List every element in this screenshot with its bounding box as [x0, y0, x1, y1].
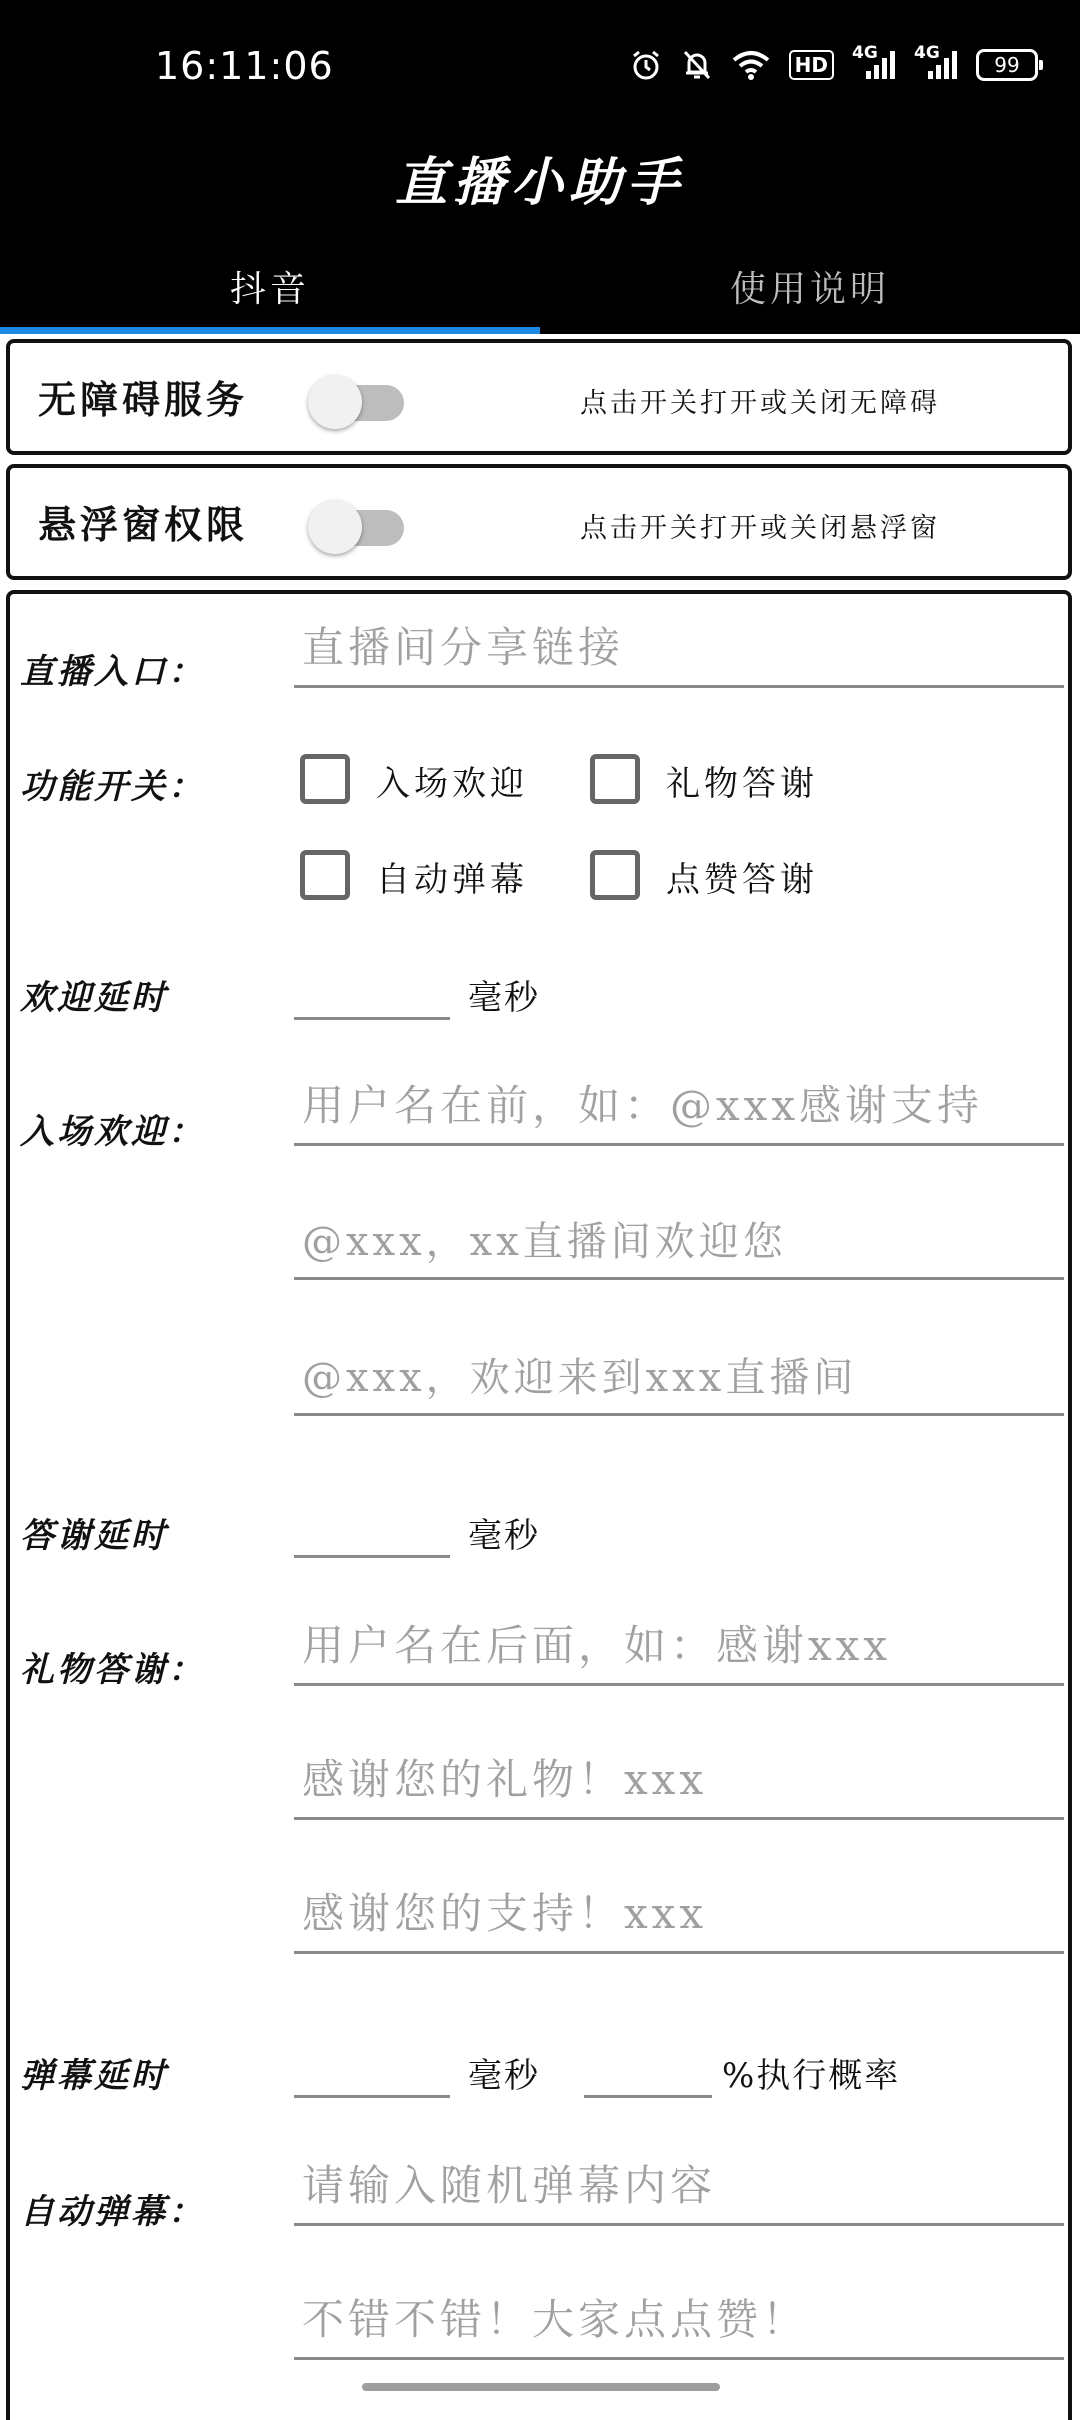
signal-4g-icon-1: 4G	[852, 49, 896, 81]
battery-icon: 99	[976, 49, 1038, 81]
thanks-delay-label: 答谢延时	[20, 1516, 168, 1556]
danmaku-probability-input[interactable]	[584, 2034, 712, 2098]
app-header	[0, 0, 1080, 334]
danmaku-message-input-2[interactable]	[294, 2296, 1064, 2360]
status-time: 16:11:06	[155, 44, 334, 88]
danmaku-delay-input[interactable]	[294, 2034, 450, 2098]
checkbox-auto-danmaku-label: 自动弹幕	[376, 860, 528, 900]
checkbox-gift-thanks-label: 礼物答谢	[666, 764, 818, 804]
tab-indicator	[0, 327, 540, 334]
accessibility-switch[interactable]	[308, 371, 412, 427]
thanks-delay-input[interactable]	[294, 1494, 450, 1558]
mute-bell-icon	[681, 48, 713, 82]
signal-4g-icon-2: 4G	[914, 49, 958, 81]
welcome-delay-unit: 毫秒	[468, 978, 540, 1018]
welcome-delay-label: 欢迎延时	[20, 978, 168, 1018]
gift-message-input-2[interactable]	[294, 1756, 1064, 1820]
checkbox-like-thanks-label: 点赞答谢	[666, 860, 818, 900]
welcome-label: 入场欢迎：	[20, 1112, 205, 1152]
checkbox-gift-thanks[interactable]	[590, 754, 640, 804]
alarm-icon	[629, 48, 663, 82]
tab-douyin[interactable]: 抖音	[229, 269, 310, 310]
switch-thumb	[308, 500, 362, 554]
accessibility-hint: 点击开关打开或关闭无障碍	[580, 388, 940, 419]
welcome-message-input-2[interactable]	[294, 1216, 1064, 1280]
danmaku-label: 自动弹幕：	[20, 2192, 205, 2232]
checkbox-auto-danmaku[interactable]	[300, 850, 350, 900]
gift-message-placeholder-1: 用户名在后面，如：感谢xxx	[302, 1621, 892, 1670]
features-label: 功能开关：	[20, 767, 205, 807]
gift-message-placeholder-3: 感谢您的支持！xxx	[302, 1889, 708, 1938]
thanks-delay-unit: 毫秒	[468, 1516, 540, 1556]
switch-thumb	[308, 375, 362, 429]
checkbox-welcome[interactable]	[300, 754, 350, 804]
gesture-nav-bar[interactable]	[362, 2383, 720, 2391]
danmaku-delay-unit: 毫秒	[468, 2056, 540, 2096]
entry-link-placeholder: 直播间分享链接	[302, 623, 625, 672]
danmaku-delay-label: 弹幕延时	[20, 2056, 168, 2096]
entry-link-input[interactable]	[294, 624, 1064, 688]
accessibility-card	[6, 339, 1072, 455]
welcome-message-input-3[interactable]	[294, 1352, 1064, 1416]
entry-label: 直播入口：	[20, 652, 205, 692]
overlay-card	[6, 464, 1072, 580]
danmaku-probability-label: %执行概率	[722, 2056, 901, 2096]
overlay-hint: 点击开关打开或关闭悬浮窗	[580, 513, 940, 544]
danmaku-message-placeholder-2: 不错不错！大家点点赞！	[302, 2295, 809, 2344]
welcome-message-input-1[interactable]	[294, 1082, 1064, 1146]
welcome-message-placeholder-2: @xxx，xx直播间欢迎您	[302, 1219, 787, 1265]
overlay-label: 悬浮窗权限	[38, 502, 249, 547]
tab-bar	[0, 255, 1080, 334]
app-title: 直播小助手	[394, 152, 685, 213]
overlay-switch[interactable]	[308, 496, 412, 552]
danmaku-message-input-1[interactable]	[294, 2162, 1064, 2226]
status-icons	[629, 43, 1038, 82]
welcome-message-placeholder-3: @xxx，欢迎来到xxx直播间	[302, 1355, 858, 1401]
gift-label: 礼物答谢：	[20, 1650, 205, 1690]
checkbox-like-thanks[interactable]	[590, 850, 640, 900]
gift-message-input-1[interactable]	[294, 1622, 1064, 1686]
wifi-icon	[731, 49, 771, 81]
hd-voice-icon: HD	[789, 50, 834, 80]
checkbox-welcome-label: 入场欢迎	[376, 764, 528, 804]
gift-message-placeholder-2: 感谢您的礼物！xxx	[302, 1755, 708, 1804]
danmaku-message-placeholder-1: 请输入随机弹幕内容	[302, 2161, 717, 2210]
gift-message-input-3[interactable]	[294, 1890, 1064, 1954]
welcome-delay-input[interactable]	[294, 956, 450, 1020]
settings-form	[6, 590, 1072, 2420]
accessibility-label: 无障碍服务	[38, 377, 249, 422]
tab-instructions[interactable]: 使用说明	[729, 269, 890, 310]
welcome-message-placeholder-1: 用户名在前，如：@xxx感谢支持	[302, 1081, 984, 1130]
